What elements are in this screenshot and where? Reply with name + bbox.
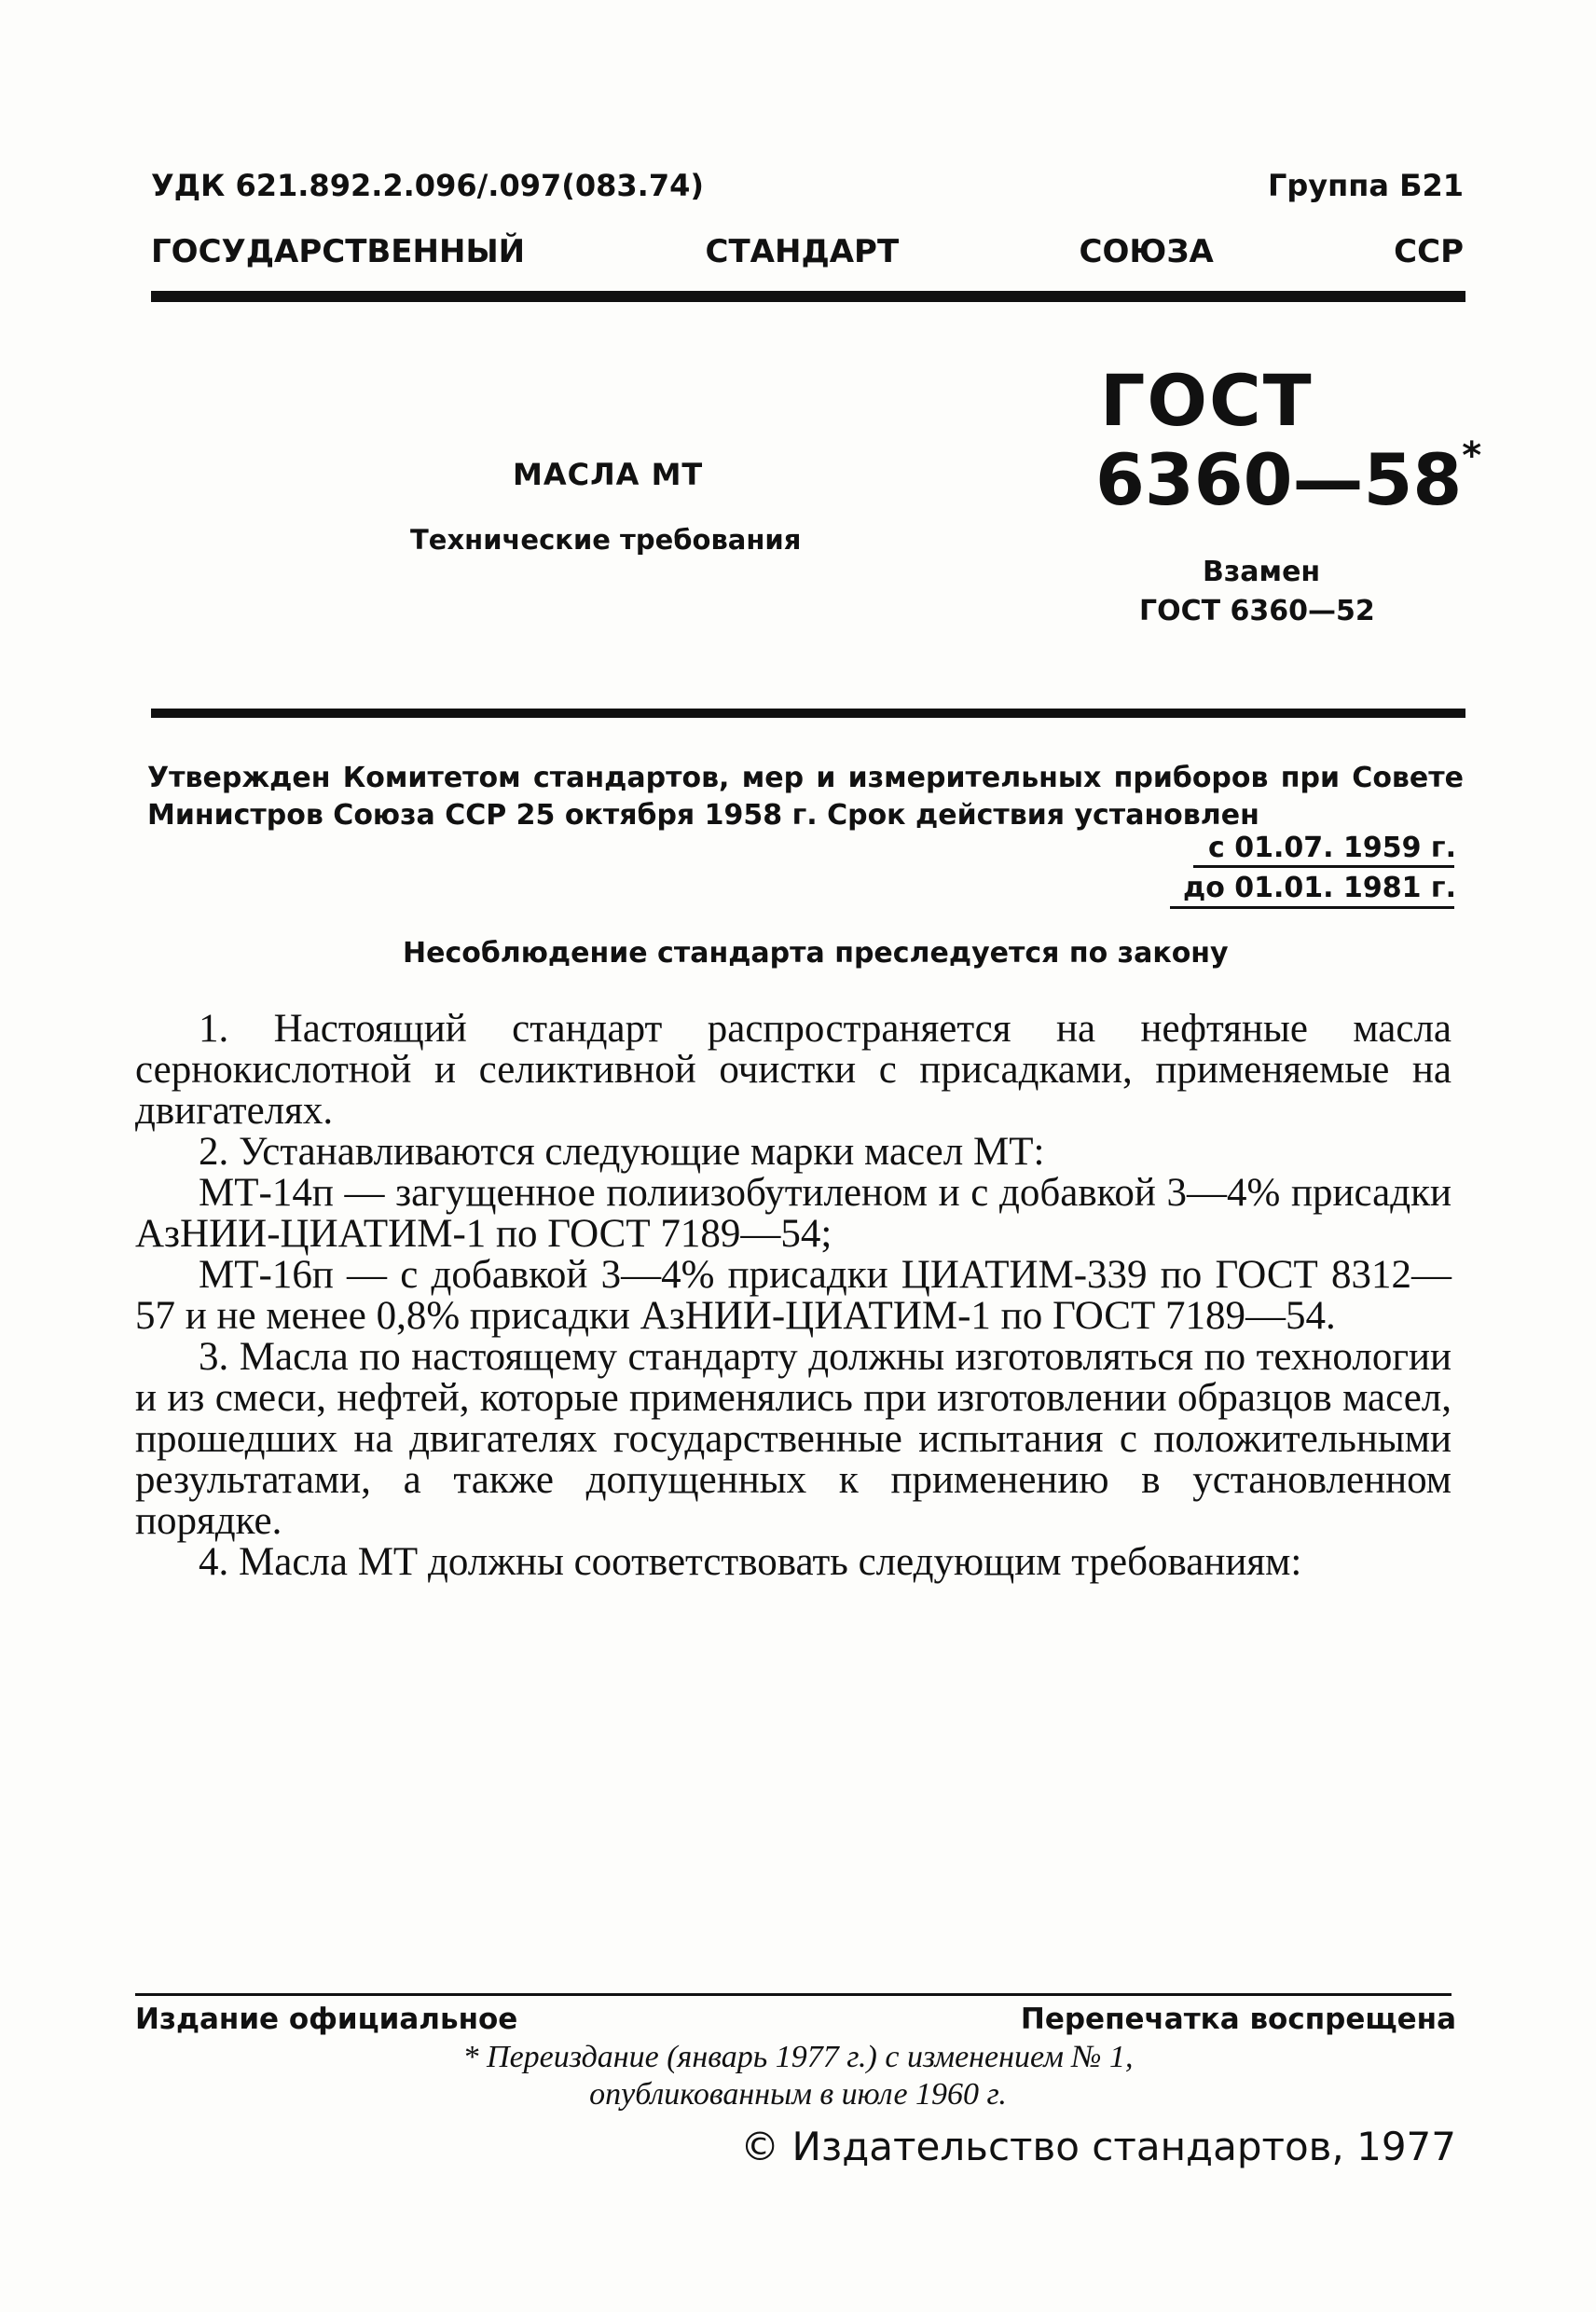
gost-number-text: 6360—58: [1095, 438, 1463, 521]
document-body: [135, 1009, 1452, 1583]
paragraph-2: 2. Устанавливаются следующие марки масел МТ:: [199, 1130, 1045, 1174]
law-notice: Несоблюдение стандарта преследуется по закону: [403, 937, 1229, 970]
copyright: © Издательство стандартов, 1977: [740, 2124, 1456, 2169]
paragraph-6: 4. Масла МТ должны соответствовать следующим требованиям:: [199, 1540, 1302, 1584]
header-divider: [151, 291, 1465, 302]
valid-from: с 01.07. 1959 г.: [1208, 832, 1456, 864]
gost-number: [1095, 434, 1482, 521]
official-edition: Издание официальное: [135, 2002, 518, 2036]
approval-text: [147, 760, 1464, 834]
paragraph-3: МТ-14п — загущенное полиизобутиленом и с добавкой 3—4% присадки АзНИИ-ЦИАТИМ-1 по ГОСТ 7189—54;: [135, 1171, 1452, 1256]
valid-from-underline: [1193, 865, 1454, 868]
footer-divider: [135, 1993, 1452, 1996]
replaces-label: Взамен: [1203, 556, 1321, 588]
valid-to: до 01.01. 1981 г.: [1182, 872, 1456, 904]
document-title: МАСЛА МТ: [513, 457, 704, 492]
valid-to-underline: [1170, 906, 1454, 909]
paragraph-1: 1. Настоящий стандарт распространяется на нефтяные масла сернокислотной и селиктивной очистки с присадками, применяемые на двигателях.: [135, 1007, 1452, 1133]
state-title-word-4: ССР: [1394, 233, 1464, 270]
gost-label: ГОСТ: [1100, 359, 1314, 442]
paragraph-4: МТ-16п — с добавкой 3—4% присадки ЦИАТИМ-339 по ГОСТ 8312—57 и не менее 0,8% присадки АзНИИ-ЦИАТИМ-1 по ГОСТ 7189—54.: [135, 1253, 1452, 1338]
title-divider: [151, 709, 1465, 718]
reprint-note-line-2: опубликованным в июле 1960 г.: [589, 2077, 1007, 2112]
udk-code: УДК 621.892.2.096/.097(083.74): [151, 168, 704, 203]
group-code: Группа Б21: [1267, 168, 1464, 203]
replaces-standard: ГОСТ 6360—52: [1139, 595, 1375, 627]
state-standard-title: [151, 233, 1464, 270]
state-title-word-2: СТАНДАРТ: [705, 233, 900, 270]
state-title-word-1: ГОСУДАРСТВЕННЫЙ: [151, 233, 526, 270]
reprint-prohibited: Перепечатка воспрещена: [1020, 2002, 1456, 2036]
document-subtitle: Технические требования: [410, 524, 802, 556]
reprint-note-line-1: * Переиздание (январь 1977 г.) с изменением № 1,: [462, 2040, 1134, 2074]
paragraph-5: 3. Масла по настоящему стандарту должны изготовляться по технологии и из смеси, нефтей, которые применялись при изготовлении образцов масел, прошедших на двигателях государственные испытания с положительными результатами, а также допущенных к применению в установленном порядке.: [135, 1335, 1452, 1543]
approval-statement: Утвержден Комитетом стандартов, мер и измерительных приборов при Совете Министров Союза ССР 25 октября 1958 г. Срок действия установлен: [147, 762, 1464, 832]
gost-change-mark: *: [1462, 434, 1482, 477]
state-title-word-3: СОЮЗА: [1079, 233, 1214, 270]
